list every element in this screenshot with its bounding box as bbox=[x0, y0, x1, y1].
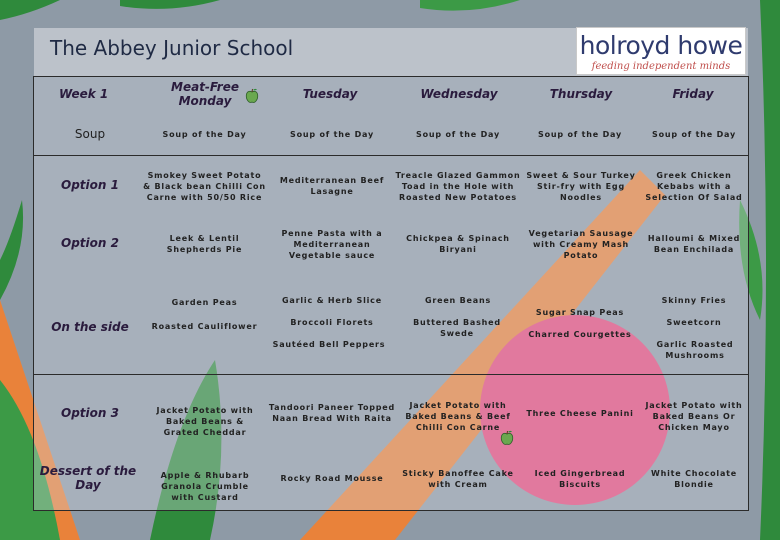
day-header-wednesday: Wednesday bbox=[420, 87, 498, 101]
side-thursday-2: Charred Courgettes bbox=[528, 329, 632, 339]
soup-monday: Soup of the Day bbox=[162, 129, 247, 139]
option3-tuesday: Tandoori Paneer Topped Naan Bread With Raita bbox=[268, 403, 396, 423]
dessert-monday: Apple & Rhubarb Granola Crumble with Custard bbox=[160, 470, 250, 502]
row-label-option1: Option 1 bbox=[61, 178, 119, 192]
dessert-friday: White Chocolate Blondie bbox=[651, 469, 737, 489]
option3-friday: Jacket Potato with Baked Beans Or Chicken Mayo bbox=[645, 400, 743, 432]
dessert-thursday: Iced Gingerbread Biscuits bbox=[534, 469, 626, 489]
dessert-tuesday: Rocky Road Mousse bbox=[280, 473, 384, 483]
side-friday-1: Skinny Fries bbox=[661, 295, 727, 305]
option1-thursday: Sweet & Sour Turkey Stir-fry with Egg Noodles bbox=[526, 170, 636, 202]
side-friday-3: Garlic Roasted Mushrooms bbox=[656, 340, 734, 360]
dessert-wednesday: Sticky Banoffee Cake with Cream bbox=[402, 469, 514, 489]
option1-monday: Smokey Sweet Potato & Black bean Chilli Con Carne with 50/50 Rice bbox=[143, 170, 266, 202]
side-monday-2: Roasted Cauliflower bbox=[151, 321, 258, 331]
side-wednesday-1: Green Beans bbox=[424, 295, 492, 305]
option1-wednesday: Treacle Glazed Gammon Toad in the Hole with Roasted New Potatoes bbox=[395, 170, 521, 202]
logo-name: holroyd howe bbox=[579, 31, 743, 60]
option3-wednesday: Jacket Potato with Baked Beans & Beef Chilli Con Carne bbox=[405, 400, 511, 432]
page-title: The Abbey Junior School bbox=[50, 36, 294, 60]
option2-monday: Leek & Lentil Shepherds Pie bbox=[166, 234, 243, 254]
holroyd-howe-logo bbox=[576, 27, 746, 75]
row-label-dessert: Dessert of the Day bbox=[39, 464, 137, 492]
side-tuesday-1: Garlic & Herb Slice bbox=[282, 295, 382, 305]
option3-thursday: Three Cheese Panini bbox=[526, 408, 634, 418]
row-label-option3: Option 3 bbox=[61, 406, 119, 420]
soup-thursday: Soup of the Day bbox=[538, 129, 622, 139]
side-thursday-1: Sugar Snap Peas bbox=[535, 307, 625, 317]
option1-tuesday: Mediterranean Beef Lasagne bbox=[279, 176, 385, 196]
side-friday-2: Sweetcorn bbox=[666, 317, 722, 327]
row-divider bbox=[33, 155, 749, 156]
side-wednesday-2: Buttered Bashed Swede bbox=[413, 318, 501, 338]
row-label-option2: Option 2 bbox=[61, 236, 119, 250]
soup-friday: Soup of the Day bbox=[652, 129, 736, 139]
day-header-thursday: Thursday bbox=[549, 87, 613, 101]
side-monday-1: Garden Peas bbox=[171, 297, 238, 307]
apple-icon bbox=[500, 430, 514, 446]
day-header-monday: Meat-Free Monday bbox=[171, 80, 239, 108]
option3-monday: Jacket Potato with Baked Beans & Grated Cheddar bbox=[156, 405, 254, 437]
week-label: Week 1 bbox=[59, 87, 109, 101]
side-tuesday-2: Broccoli Florets bbox=[290, 317, 374, 327]
soup-wednesday: Soup of the Day bbox=[416, 129, 500, 139]
option2-wednesday: Chickpea & Spinach Biryani bbox=[406, 234, 510, 254]
day-header-tuesday: Tuesday bbox=[302, 87, 358, 101]
side-tuesday-3: Sautéed Bell Peppers bbox=[272, 339, 386, 349]
option1-friday: Greek Chicken Kebabs with a Selection Of Salad bbox=[645, 170, 743, 202]
logo-tagline: feeding independent minds bbox=[591, 61, 731, 72]
apple-icon bbox=[245, 88, 259, 104]
option2-friday: Halloumi & Mixed Bean Enchilada bbox=[647, 234, 741, 254]
row-divider bbox=[33, 374, 749, 375]
option2-tuesday: Penne Pasta with a Mediterranean Vegetable sauce bbox=[281, 228, 383, 260]
option2-thursday: Vegetarian Sausage with Creamy Mash Potato bbox=[528, 228, 634, 260]
soup-tuesday: Soup of the Day bbox=[290, 129, 374, 139]
day-header-friday: Friday bbox=[672, 87, 714, 101]
row-label-soup: Soup bbox=[74, 127, 106, 141]
row-label-side: On the side bbox=[51, 320, 129, 334]
